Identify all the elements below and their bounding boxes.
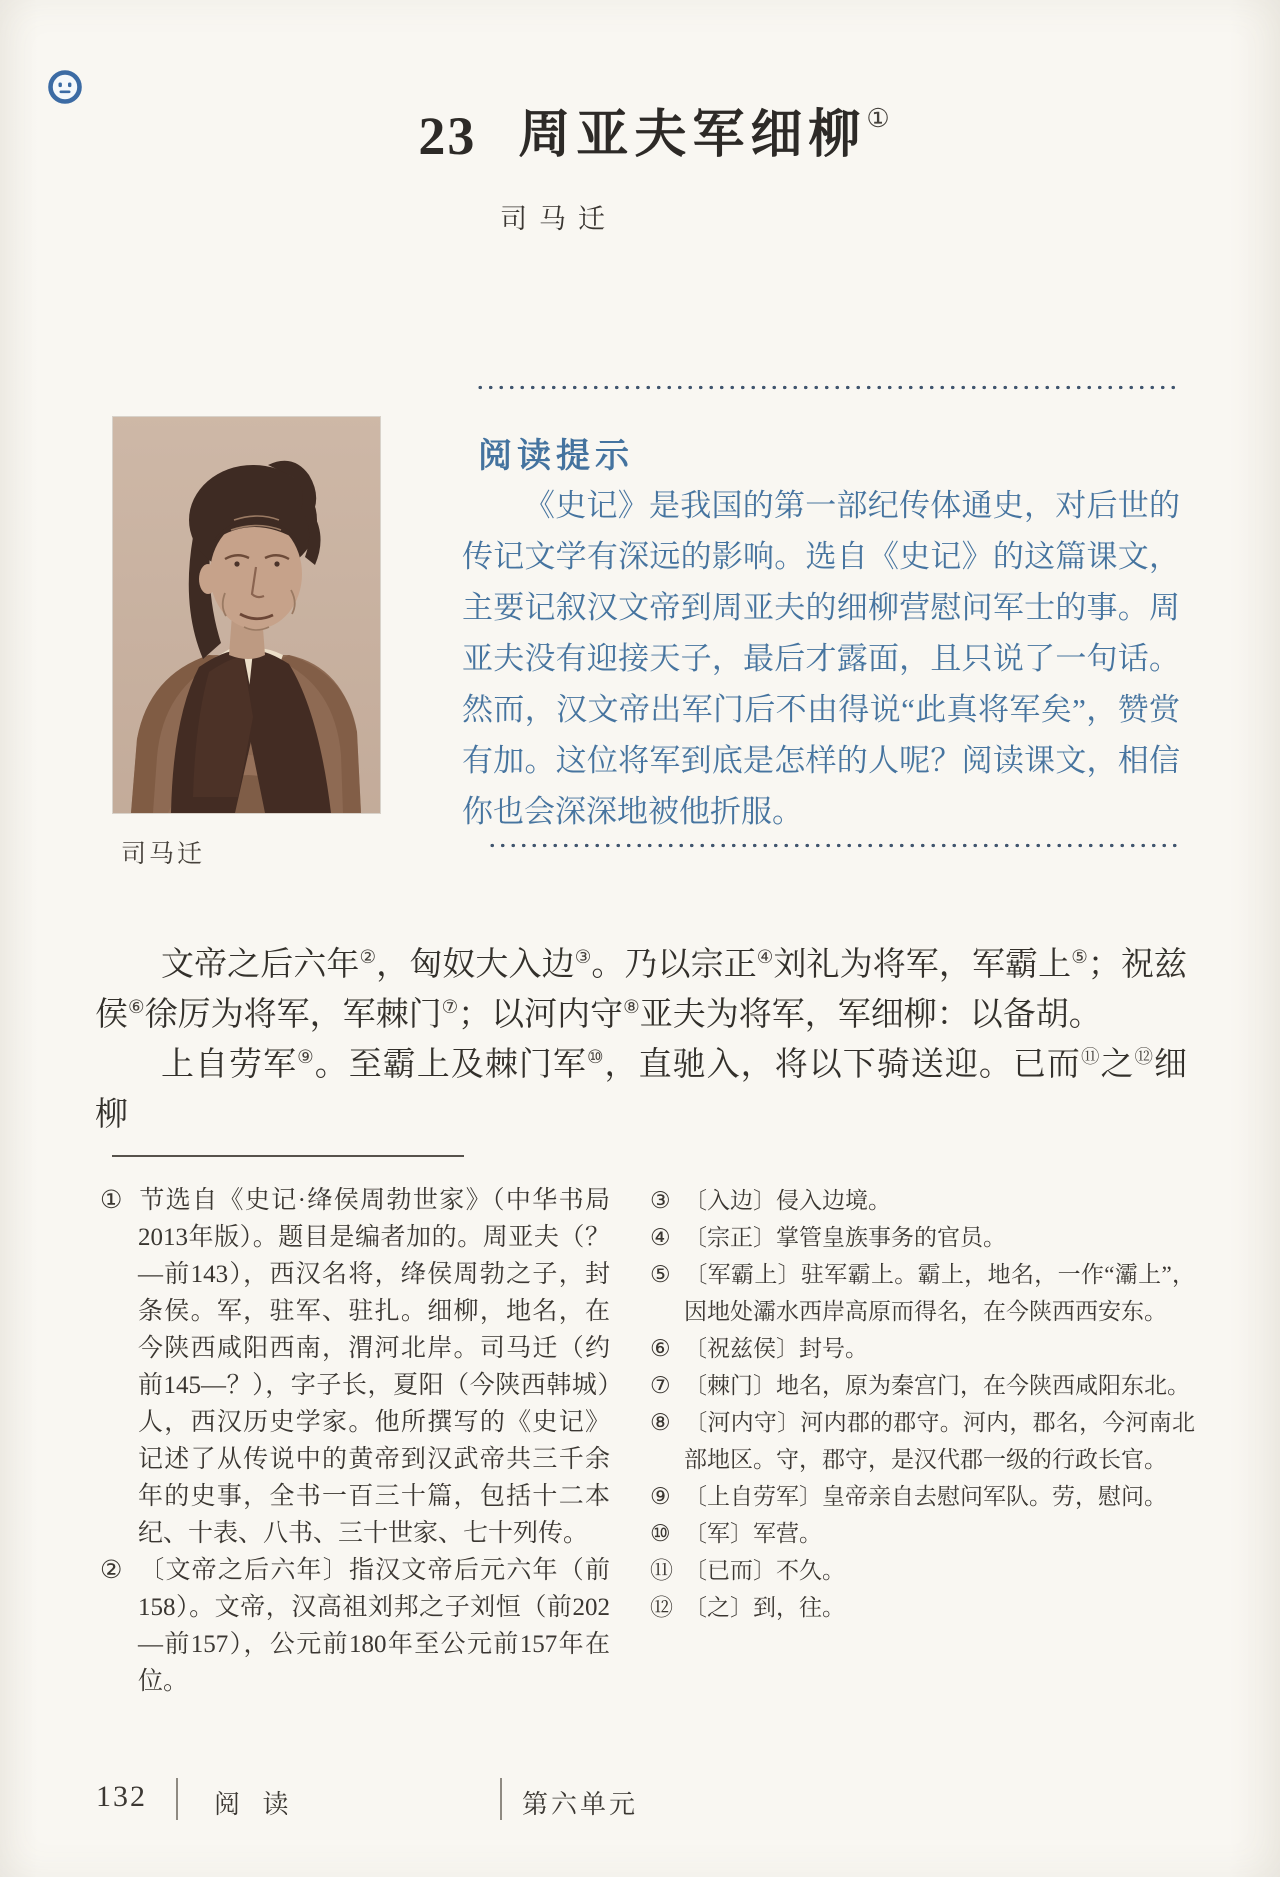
lesson-paragraph-1: 文帝之后六年②，匈奴大入边③。乃以宗正④刘礼为将军，军霸上⑤；祝兹侯⑥徐厉为将军，军棘门⑦；以河内守⑧亚夫为将军，军细柳：以备胡。 xyxy=(95,947,1188,1033)
lesson-body xyxy=(95,940,1187,1140)
footnote-1 xyxy=(100,1182,610,1552)
lesson-number: 23 xyxy=(418,106,477,166)
reading-hint-heading: 阅读提示 xyxy=(478,438,634,475)
footnote-11: ⑪ 〔已而〕不久。 xyxy=(650,1558,845,1583)
lesson-title-text: 周亚夫军细柳 xyxy=(518,107,867,164)
footnote-2-text: 〔文帝之后六年〕指汉文帝后元六年（前158）。文帝，汉高祖刘邦之子刘恒（前202—前157），公元前180年至公元前157年在位。 xyxy=(138,1557,610,1695)
lesson-title xyxy=(15,104,1280,168)
author-name: 司马迁 xyxy=(500,204,617,234)
page-footer xyxy=(0,1780,1280,1824)
footnote-12: ⑫ 〔之〕到，往。 xyxy=(650,1595,845,1620)
sima-qian-portrait xyxy=(113,417,380,813)
footer-unit-label: 第六单元 xyxy=(522,1790,639,1819)
reader-face-button[interactable] xyxy=(48,70,82,104)
footnotes-right-column xyxy=(650,1182,1195,1626)
footnote-3: ③ 〔入边〕侵入边境。 xyxy=(650,1188,891,1213)
footnote-1-text: 节选自《史记·绛侯周勃世家》（中华书局2013年版）。题目是编者加的。周亚夫（？—前143），西汉名将，绛侯周勃之子，封条侯。军，驻军、驻扎。细柳，地名，在今陕西咸阳西南，渭河北岸。司马迁（约前145—？），字子长，夏阳（今陕西韩城）人，西汉历史学家。他所撰写的《史记》记述了从传说中的黄帝到汉武帝共三千余年的史事，全书一百三十篇，包括十二本纪、十表、八书、三十世家、七十列传。 xyxy=(138,1187,610,1547)
footnotes-left-column xyxy=(100,1182,610,1700)
dotted-rule-top xyxy=(478,385,1180,390)
footnote-7: ⑦ 〔棘门〕地名，原为秦宫门，在今陕西咸阳东北。 xyxy=(650,1373,1190,1398)
footnote-1-num: ① xyxy=(100,1187,123,1214)
neutral-face-icon xyxy=(48,70,82,104)
footer-divider-1 xyxy=(176,1778,178,1820)
lesson-title-footnote-ref: ① xyxy=(866,104,892,133)
footnote-8: ⑧ 〔河内守〕河内郡的郡守。河内，郡名，今河南北部地区。守，郡守，是汉代郡一级的行政长官。 xyxy=(650,1410,1195,1472)
footer-section-label: 阅 读 xyxy=(214,1790,297,1819)
lesson-paragraph-2: 上自劳军⑨。至霸上及棘门军⑩，直驰入，将以下骑送迎。已而⑪之⑫细柳 xyxy=(95,1047,1187,1133)
footer-divider-2 xyxy=(500,1778,502,1820)
reading-hint-body: 《史记》是我国的第一部纪传体通史，对后世的传记文学有深远的影响。选自《史记》的这篇课文，主要记叙汉文帝到周亚夫的细柳营慰问军士的事。周亚夫没有迎接天子，最后才露面，且只说了一句话。然而，汉文帝出军门后不由得说“此真将军矣”，赞赏有加。这位将军到底是怎样的人呢？阅读课文，相信你也会深深地被他折服。 xyxy=(462,488,1180,829)
footnote-divider xyxy=(112,1155,464,1157)
dotted-rule-bottom xyxy=(490,843,1180,848)
page-number: 132 xyxy=(96,1780,147,1813)
footnote-6: ⑥ 〔祝兹侯〕封号。 xyxy=(650,1336,868,1361)
footnote-9: ⑨ 〔上自劳军〕皇帝亲自去慰问军队。劳，慰问。 xyxy=(650,1484,1167,1509)
footnote-5: ⑤ 〔军霸上〕驻军霸上。霸上，地名，一作“灞上”，因地处灞水西岸高原而得名，在今陕西西安东。 xyxy=(650,1262,1195,1324)
footnote-2 xyxy=(100,1552,610,1700)
portrait-caption: 司马迁 xyxy=(121,841,206,868)
footnote-10: ⑩ 〔军〕军营。 xyxy=(650,1521,822,1546)
footnote-2-num: ② xyxy=(100,1557,123,1584)
footnote-4: ④ 〔宗正〕掌管皇族事务的官员。 xyxy=(650,1225,1006,1250)
